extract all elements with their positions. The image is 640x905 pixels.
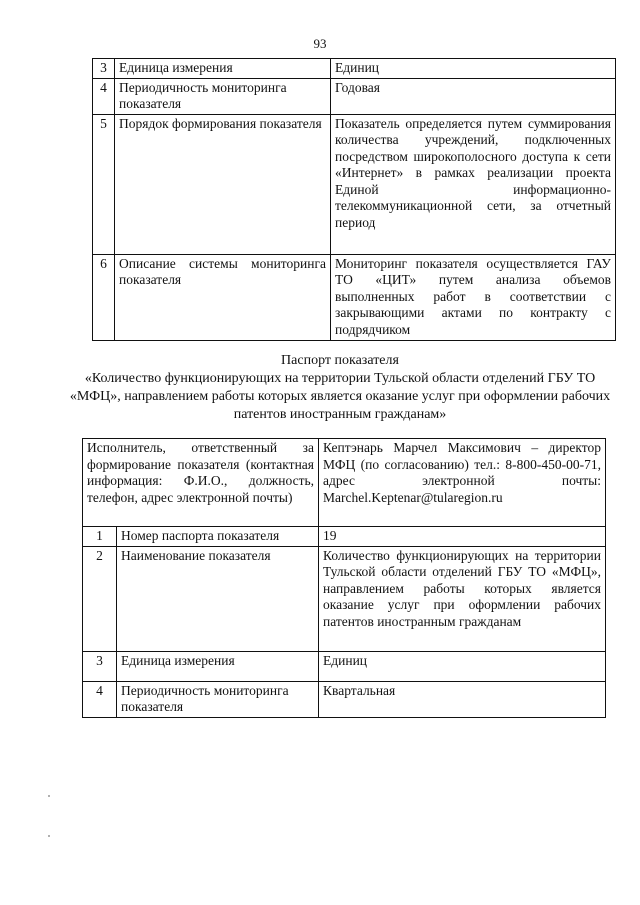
row-value: Единиц: [331, 59, 616, 79]
row-number: 5: [93, 114, 115, 254]
row-value: Единиц: [319, 651, 606, 681]
table-row: [93, 254, 616, 340]
row-value: 19: [319, 527, 606, 547]
passport-title: Паспорт показателя: [281, 353, 399, 368]
row-label: Описание системы мониторинга показателя: [115, 254, 331, 340]
passport-table: [82, 438, 606, 718]
row-label: Единица измерения: [117, 651, 319, 681]
row-number: 1: [83, 527, 117, 547]
table-row: [83, 651, 606, 681]
indicator-table-continued: [92, 58, 616, 341]
row-label: Единица измерения: [115, 59, 331, 79]
page-number: 93: [313, 36, 327, 51]
row-number: 3: [93, 59, 115, 79]
row-number: 2: [83, 546, 117, 651]
executor-value: Кептэнарь Марчел Максимович – директор МФЦ (по согласованию) тел.: 8-800-450-00-71, адрес электронной почты: Marchel.Keptenar@tularegion.ru: [319, 439, 606, 527]
row-number: 6: [93, 254, 115, 340]
row-number: 3: [83, 651, 117, 681]
row-label: Периодичность мониторинга показателя: [117, 681, 319, 717]
table-row: [93, 78, 616, 114]
row-value: Количество функционирующих на территории Тульской области отделений ГБУ ТО «МФЦ», направлением работы которых является оказание услуг при оформлении рабочих патентов иностранным гражданам: [319, 546, 606, 651]
row-label: Порядок формирования показателя: [115, 114, 331, 254]
row-label: Наименование показателя: [117, 546, 319, 651]
table-row: [93, 114, 616, 254]
scan-speck: [48, 835, 50, 837]
row-label: Номер паспорта показателя: [117, 527, 319, 547]
scan-speck: [48, 795, 50, 797]
table-row: [83, 546, 606, 651]
row-label: Периодичность мониторинга показателя: [115, 78, 331, 114]
row-value: Квартальная: [319, 681, 606, 717]
table-row: [93, 59, 616, 79]
table-row: [83, 439, 606, 527]
table-row: [83, 681, 606, 717]
row-value: Мониторинг показателя осуществляется ГАУ ТО «ЦИТ» путем анализа объемов выполненных работ в соответствии с закрывающими актами по контракту с подрядчиком: [331, 254, 616, 340]
row-value: Показатель определяется путем суммирования количества учреждений, подключенных посредством широкополосного доступа к сети «Интернет» в рамках реализации проекта Единой информационно-телекоммуникационной сети, за отчетный период: [331, 114, 616, 254]
row-number: 4: [93, 78, 115, 114]
row-value: Годовая: [331, 78, 616, 114]
passport-subtitle: «Количество функционирующих на территории Тульской области отделений ГБУ ТО «МФЦ», направлением работы которых является оказание услуг при оформлении рабочих патентов иностранным гражданам»: [69, 371, 611, 422]
table-row: [83, 527, 606, 547]
row-number: 4: [83, 681, 117, 717]
executor-label: Исполнитель, ответственный за формирование показателя (контактная информация: Ф.И.О., должность, телефон, адрес электронной почты): [83, 439, 319, 527]
